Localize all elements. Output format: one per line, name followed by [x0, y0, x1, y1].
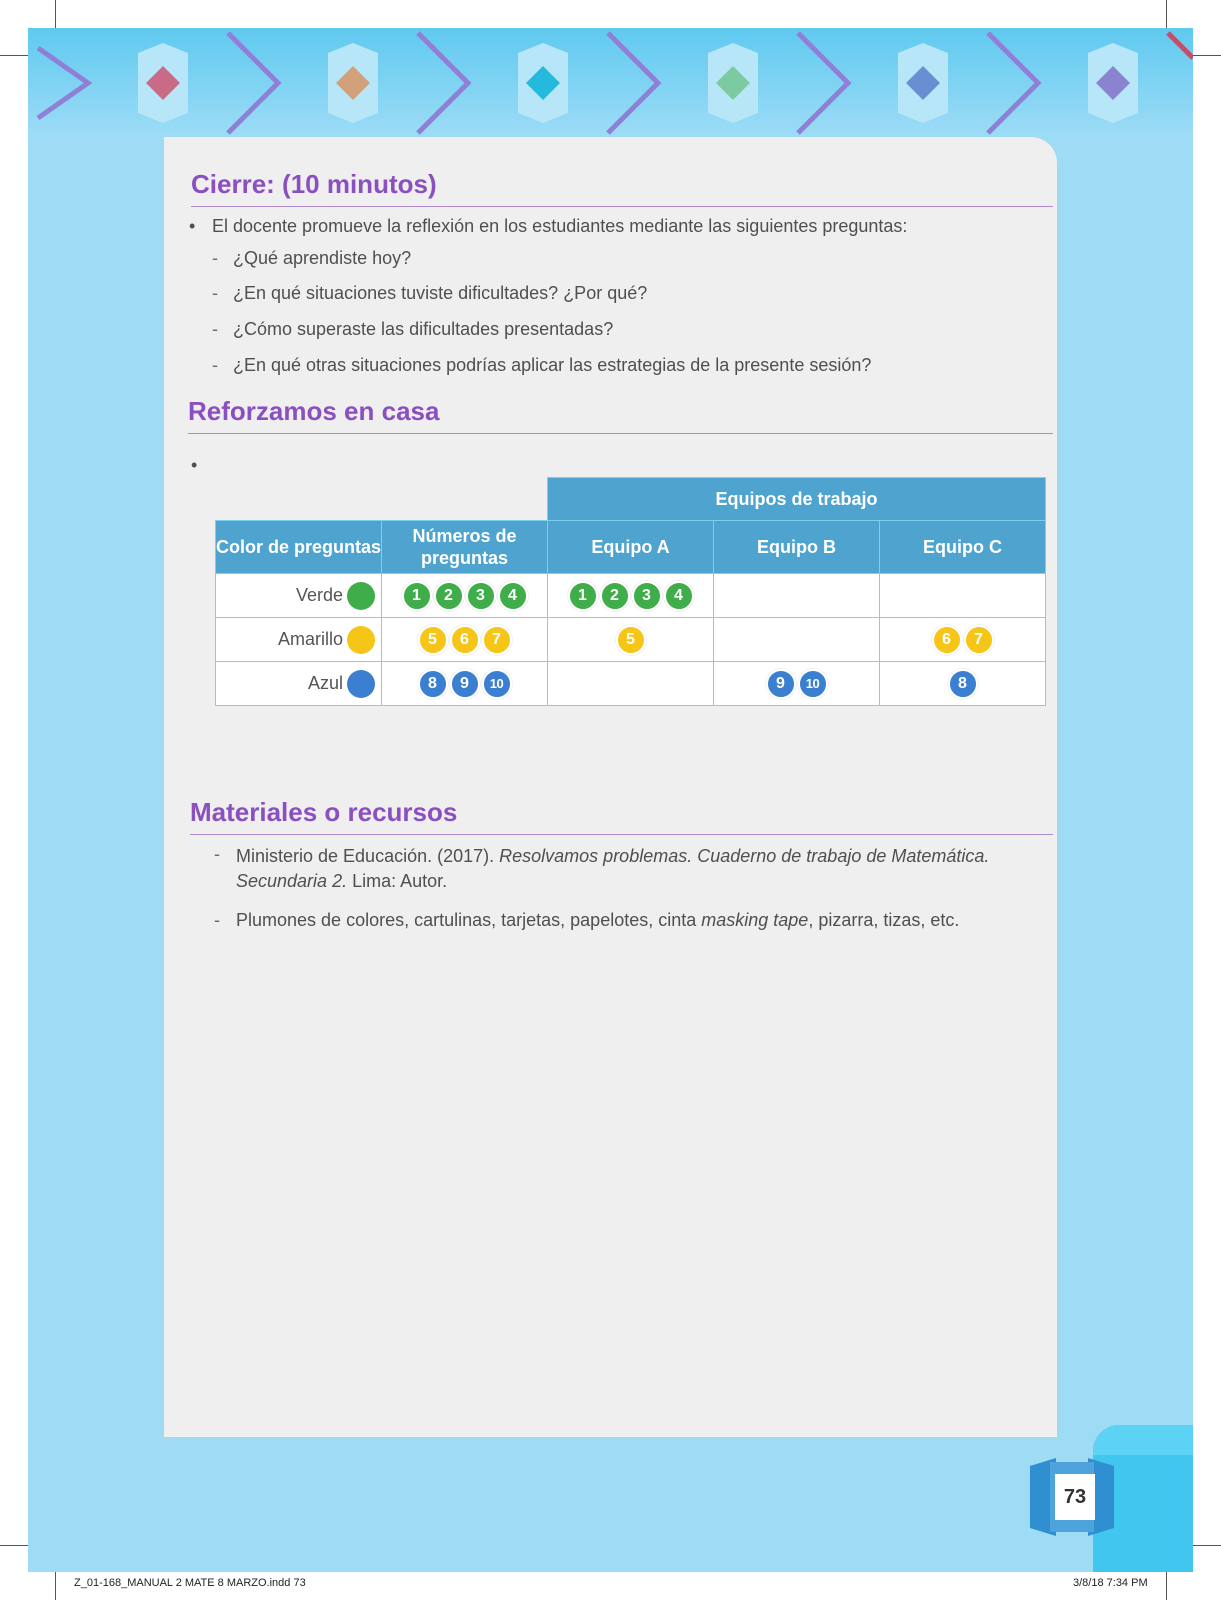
- number-badge: 6: [932, 625, 962, 655]
- section-rule: [191, 206, 1053, 207]
- crop-mark: [55, 1572, 56, 1600]
- crop-mark: [1166, 0, 1167, 28]
- reference-title: Secundaria 2.: [236, 871, 348, 891]
- yellow-dot-icon: [347, 626, 375, 654]
- equipo-a-cell: [548, 662, 714, 706]
- number-badge: 4: [498, 581, 528, 611]
- crop-mark: [1193, 55, 1221, 56]
- cierre-title: Cierre: (10 minutos): [191, 169, 437, 199]
- cierre-question: ¿Qué aprendiste hoy?: [233, 248, 412, 268]
- materiales-item: [236, 844, 989, 894]
- materiales-title: Materiales o recursos: [190, 797, 458, 827]
- number-badge: 1: [402, 581, 432, 611]
- section-rule: [190, 834, 1053, 835]
- equipo-b-cell: [714, 618, 880, 662]
- reference-text: Ministerio de Educación. (2017).: [236, 846, 500, 866]
- footer-date: 3/8/18 7:34 PM: [1073, 1577, 1148, 1589]
- column-header: Equipo B: [714, 521, 880, 574]
- color-cell: [216, 574, 382, 618]
- numbers-cell: [382, 662, 548, 706]
- table-row: [216, 574, 1046, 618]
- number-badge: 2: [600, 581, 630, 611]
- number-badge: 5: [616, 625, 646, 655]
- crop-mark: [1193, 1545, 1221, 1546]
- table-row: [216, 662, 1046, 706]
- equipo-b-cell: [714, 662, 880, 706]
- equipo-a-cell: [548, 574, 714, 618]
- cierre-question: ¿En qué otras situaciones podrías aplicar las estrategias de la presente sesión?: [233, 355, 872, 375]
- materiales-item: [236, 910, 959, 931]
- color-label: Azul: [307, 672, 343, 693]
- equipo-c-cell: [880, 574, 1046, 618]
- color-cell: [216, 618, 382, 662]
- number-badge: 9: [766, 669, 796, 699]
- reference-title: Resolvamos problemas. Cuaderno de trabajo de Matemática.: [499, 846, 990, 866]
- bullet-icon: •: [189, 216, 196, 236]
- numbers-cell: [382, 574, 548, 618]
- dash-icon: -: [214, 910, 220, 930]
- dash-icon: -: [212, 248, 218, 268]
- color-label: Verde: [295, 584, 343, 605]
- crop-mark: [1166, 1572, 1167, 1600]
- equipo-b-cell: [714, 574, 880, 618]
- materials-text: Plumones de colores, cartulinas, tarjetas, papelotes, cinta: [236, 910, 702, 930]
- color-cell: [216, 662, 382, 706]
- group-header: Equipos de trabajo: [548, 478, 1046, 521]
- number-badge: 7: [482, 625, 512, 655]
- number-badge: 10: [482, 669, 512, 699]
- materials-text: , pizarra, tizas, etc.: [808, 910, 960, 930]
- number-badge: 9: [450, 669, 480, 699]
- numbers-cell: [382, 618, 548, 662]
- dash-icon: -: [212, 283, 218, 303]
- number-badge: 6: [450, 625, 480, 655]
- decorative-banner: [28, 28, 1193, 138]
- equipo-c-cell: [880, 618, 1046, 662]
- green-dot-icon: [347, 582, 375, 610]
- crop-mark: [0, 1545, 28, 1546]
- crop-mark: [0, 55, 28, 56]
- table-row: [216, 618, 1046, 662]
- number-badge: 10: [798, 669, 828, 699]
- reforzamos-title: Reforzamos en casa: [188, 396, 440, 426]
- page-tab-top: [1093, 1425, 1193, 1455]
- column-header: Números de preguntas: [382, 521, 548, 574]
- reference-text: Lima: Autor.: [347, 871, 448, 891]
- footer-file-info: Z_01-168_MANUAL 2 MATE 8 MARZO.indd 73: [74, 1577, 306, 1589]
- number-badge: 2: [434, 581, 464, 611]
- table-spacer: [382, 478, 548, 521]
- equipo-a-cell: [548, 618, 714, 662]
- teams-table: [215, 477, 1046, 706]
- number-badge: 1: [568, 581, 598, 611]
- dash-icon: -: [212, 319, 218, 339]
- blue-dot-icon: [347, 670, 375, 698]
- column-header: Equipo A: [548, 521, 714, 574]
- cierre-intro: El docente promueve la reflexión en los estudiantes mediante las siguientes preguntas:: [212, 216, 908, 236]
- number-badge: 5: [418, 625, 448, 655]
- dash-icon: -: [212, 355, 218, 375]
- cierre-question: ¿En qué situaciones tuviste dificultades? ¿Por qué?: [233, 283, 648, 303]
- table-spacer: [216, 478, 382, 521]
- equipo-c-cell: [880, 662, 1046, 706]
- crop-mark: [55, 0, 56, 28]
- number-badge: 3: [466, 581, 496, 611]
- column-header: Color de preguntas: [216, 521, 382, 574]
- bullet-icon: •: [191, 455, 198, 475]
- column-header: Equipo C: [880, 521, 1046, 574]
- number-badge: 8: [948, 669, 978, 699]
- cierre-question: ¿Cómo superaste las dificultades presentadas?: [233, 319, 614, 339]
- number-badge: 3: [632, 581, 662, 611]
- number-badge: 4: [664, 581, 694, 611]
- materials-text-italic: masking tape: [701, 910, 809, 930]
- dash-icon: -: [214, 844, 220, 864]
- section-rule: [188, 433, 1053, 434]
- number-badge: 8: [418, 669, 448, 699]
- color-label: Amarillo: [277, 628, 343, 649]
- number-badge: 7: [964, 625, 994, 655]
- page-number: 73: [1055, 1474, 1095, 1520]
